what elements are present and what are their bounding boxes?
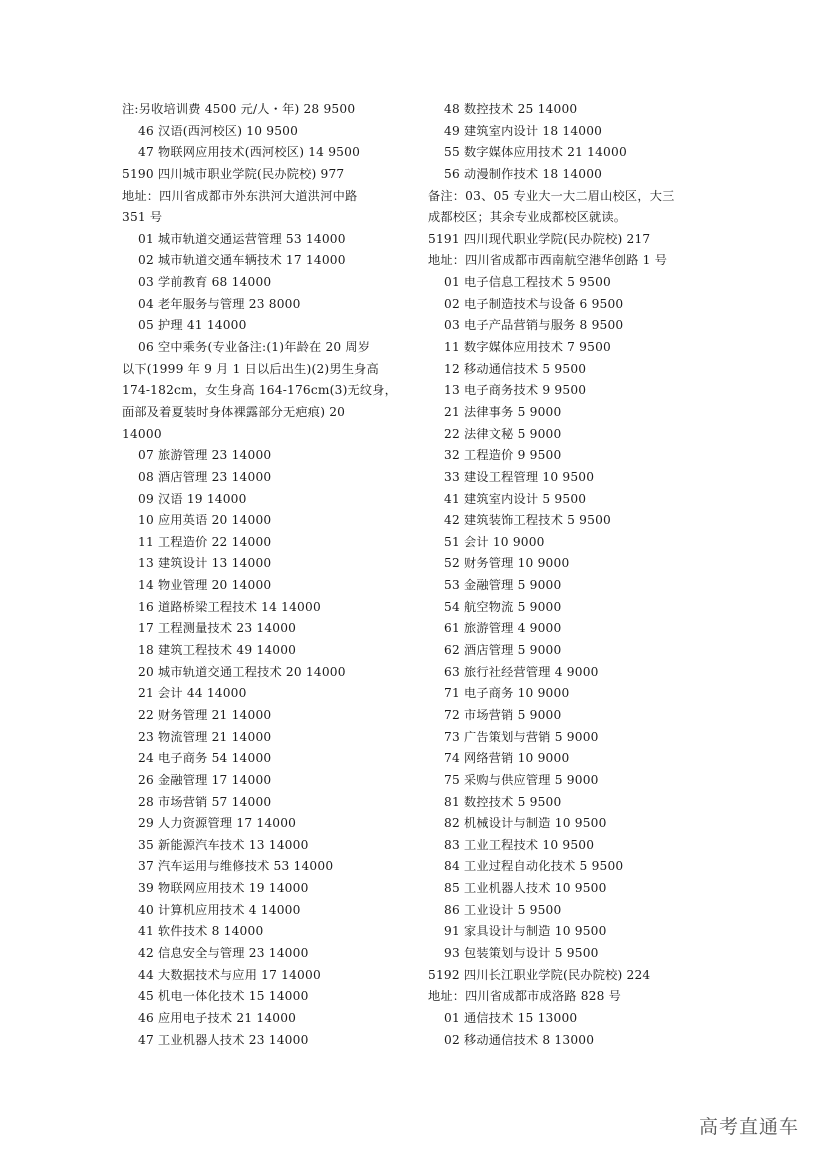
text-line: 22 法律文秘 5 9000 <box>444 426 562 441</box>
text-line: 14 物业管理 20 14000 <box>138 578 272 593</box>
text-line: 5191 四川现代职业学院(民办院校) 217 <box>428 231 651 246</box>
text-line: 62 酒店管理 5 9000 <box>444 643 562 658</box>
text-line: 成都校区；其余专业成都校区就读。 <box>428 210 627 225</box>
text-line: 面部及着夏装时身体裸露部分无疤痕) 20 <box>122 404 346 419</box>
text-line: 52 财务管理 10 9000 <box>444 556 570 571</box>
text-line: 02 移动通信技术 8 13000 <box>444 1032 595 1047</box>
text-line: 91 家具设计与制造 10 9500 <box>444 924 607 939</box>
text-line: 41 建筑室内设计 5 9500 <box>444 491 587 506</box>
text-line: 03 学前教育 68 14000 <box>138 275 272 290</box>
text-line: 14000 <box>122 426 162 441</box>
text-line: 46 应用电子技术 21 14000 <box>138 1010 297 1025</box>
text-line: 01 城市轨道交通运营管理 53 14000 <box>138 231 346 246</box>
text-line: 07 旅游管理 23 14000 <box>138 448 272 463</box>
text-line: 351 号 <box>122 210 163 225</box>
text-line: 42 信息安全与管理 23 14000 <box>138 945 309 960</box>
text-line: 注:另收培训费 4500 元/人・年) 28 9500 <box>122 102 356 116</box>
text-line: 地址：四川省成都市西南航空港华创路 1 号 <box>428 253 668 268</box>
text-line: 71 电子商务 10 9000 <box>444 686 570 701</box>
right-column <box>428 99 728 1051</box>
text-line: 18 建筑工程技术 49 14000 <box>138 643 297 658</box>
text-line: 02 电子制造技术与设备 6 9500 <box>444 296 624 311</box>
left-column <box>122 99 407 1051</box>
text-line: 42 建筑装饰工程技术 5 9500 <box>444 513 612 528</box>
text-line: 01 通信技术 15 13000 <box>444 1010 578 1025</box>
text-line: 84 工业过程自动化技术 5 9500 <box>444 859 624 874</box>
text-line: 以下(1999 年 9 月 1 日以后出生)(2)男生身高 <box>122 361 379 376</box>
text-line: 29 人力资源管理 17 14000 <box>138 816 297 831</box>
text-line: 01 电子信息工程技术 5 9500 <box>444 275 612 290</box>
text-line: 10 应用英语 20 14000 <box>138 513 272 528</box>
text-line: 09 汉语 19 14000 <box>138 491 247 506</box>
text-line: 56 动漫制作技术 18 14000 <box>444 166 603 181</box>
text-line: 备注：03、05 专业大一大二眉山校区，大三 <box>428 188 675 203</box>
text-line: 13 建筑设计 13 14000 <box>138 556 272 571</box>
text-line: 地址：四川省成都市外东洪河大道洪河中路 <box>122 188 358 203</box>
text-line: 54 航空物流 5 9000 <box>444 599 562 614</box>
text-line: 47 工业机器人技术 23 14000 <box>138 1032 309 1047</box>
text-line: 03 电子产品营销与服务 8 9500 <box>444 318 624 333</box>
text-line: 46 汉语(西河校区) 10 9500 <box>138 123 299 138</box>
text-line: 39 物联网应用技术 19 14000 <box>138 881 309 896</box>
text-line: 40 计算机应用技术 4 14000 <box>138 902 301 917</box>
text-line: 32 工程造价 9 9500 <box>444 448 562 463</box>
text-line: 13 电子商务技术 9 9500 <box>444 383 587 398</box>
text-line: 37 汽车运用与维修技术 53 14000 <box>138 859 334 874</box>
text-line: 49 建筑室内设计 18 14000 <box>444 123 603 138</box>
text-line: 82 机械设计与制造 10 9500 <box>444 816 607 831</box>
text-line: 48 数控技术 25 14000 <box>444 102 578 116</box>
text-line: 地址：四川省成都市成洛路 828 号 <box>428 989 622 1004</box>
text-line: 83 工业工程技术 10 9500 <box>444 837 595 852</box>
text-line: 04 老年服务与管理 23 8000 <box>138 296 301 311</box>
text-line: 35 新能源汽车技术 13 14000 <box>138 837 309 852</box>
text-line: 08 酒店管理 23 14000 <box>138 469 272 484</box>
text-line: 174-182cm，女生身高 164-176cm(3)无纹身， <box>122 383 398 398</box>
text-line: 5190 四川城市职业学院(民办院校) 977 <box>122 166 345 181</box>
text-line: 74 网络营销 10 9000 <box>444 751 570 766</box>
text-line: 17 工程测量技术 23 14000 <box>138 621 297 636</box>
text-line: 44 大数据技术与应用 17 14000 <box>138 967 321 982</box>
text-line: 5192 四川长江职业学院(民办院校) 224 <box>428 967 651 982</box>
text-line: 26 金融管理 17 14000 <box>138 772 272 787</box>
text-line: 28 市场营销 57 14000 <box>138 794 272 809</box>
text-line: 75 采购与供应管理 5 9000 <box>444 772 599 787</box>
text-line: 33 建设工程管理 10 9500 <box>444 469 595 484</box>
text-line: 73 广告策划与营销 5 9000 <box>444 729 599 744</box>
text-line: 20 城市轨道交通工程技术 20 14000 <box>138 664 346 679</box>
text-line: 45 机电一体化技术 15 14000 <box>138 989 309 1004</box>
text-line: 55 数字媒体应用技术 21 14000 <box>444 145 627 160</box>
text-line: 51 会计 10 9000 <box>444 534 545 549</box>
text-line: 05 护理 41 14000 <box>138 318 247 333</box>
text-line: 21 法律事务 5 9000 <box>444 404 562 419</box>
text-line: 93 包装策划与设计 5 9500 <box>444 945 599 960</box>
text-line: 86 工业设计 5 9500 <box>444 902 562 917</box>
text-line: 02 城市轨道交通车辆技术 17 14000 <box>138 253 346 268</box>
text-line: 47 物联网应用技术(西河校区) 14 9500 <box>138 145 361 160</box>
text-line: 11 数字媒体应用技术 7 9500 <box>444 340 612 355</box>
text-line: 21 会计 44 14000 <box>138 686 247 701</box>
text-line: 23 物流管理 21 14000 <box>138 729 272 744</box>
text-line: 81 数控技术 5 9500 <box>444 794 562 809</box>
text-line: 53 金融管理 5 9000 <box>444 578 562 593</box>
text-line: 72 市场营销 5 9000 <box>444 707 562 722</box>
text-line: 16 道路桥梁工程技术 14 14000 <box>138 599 321 614</box>
text-line: 24 电子商务 54 14000 <box>138 751 272 766</box>
text-line: 41 软件技术 8 14000 <box>138 924 264 939</box>
text-line: 12 移动通信技术 5 9500 <box>444 361 587 376</box>
text-line: 22 财务管理 21 14000 <box>138 707 272 722</box>
footer-brand-watermark: 高考直通车 <box>698 1116 799 1138</box>
text-line: 85 工业机器人技术 10 9500 <box>444 881 607 896</box>
text-line: 11 工程造价 22 14000 <box>138 534 272 549</box>
text-line: 63 旅行社经营管理 4 9000 <box>444 664 599 679</box>
text-line: 61 旅游管理 4 9000 <box>444 621 562 636</box>
text-line: 06 空中乘务(专业备注:(1)年龄在 20 周岁 <box>138 340 371 355</box>
